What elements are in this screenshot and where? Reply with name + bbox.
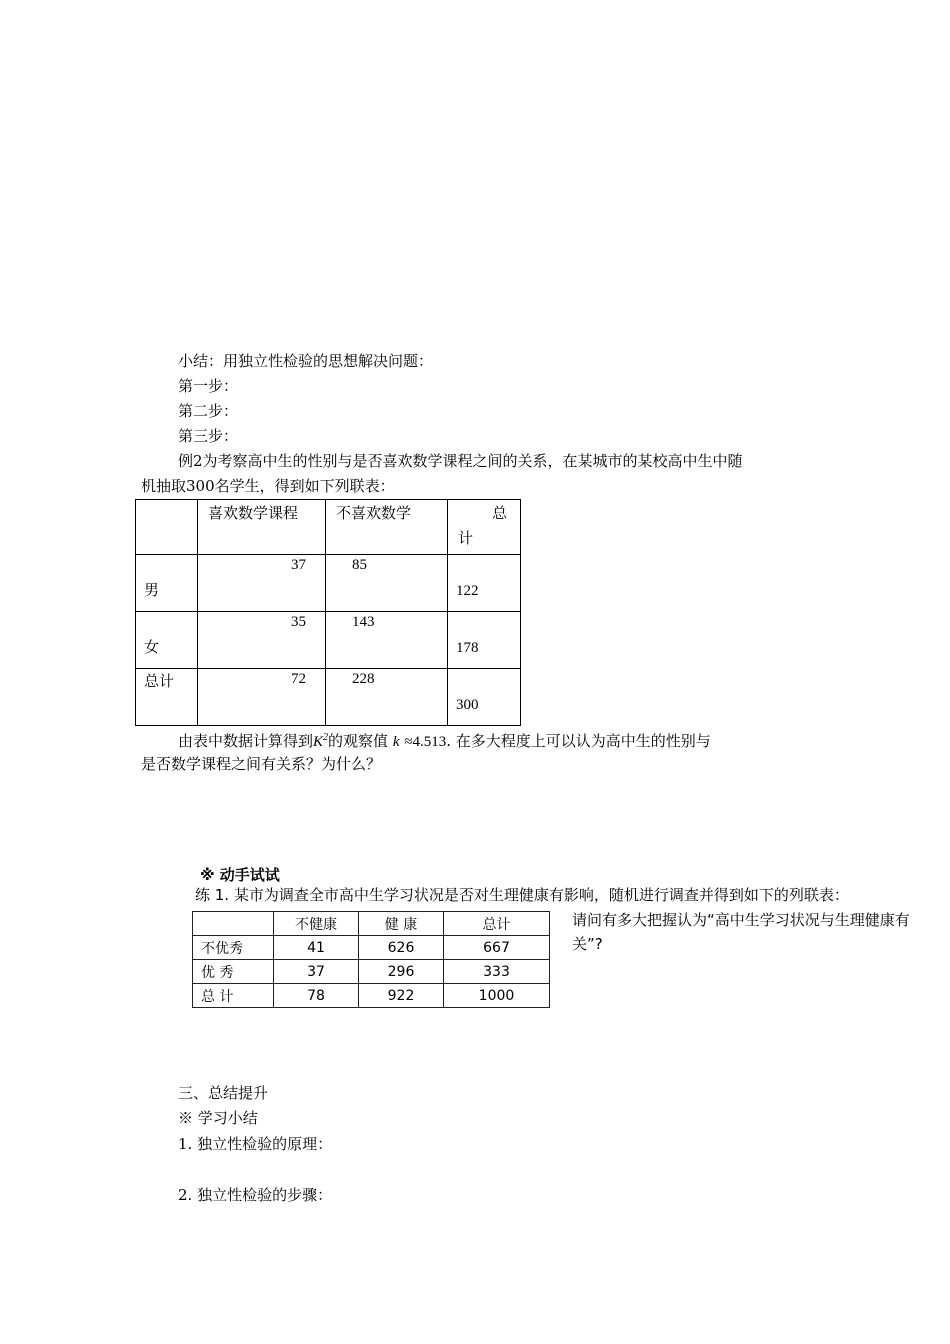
header-dislike-label: 不喜欢数学	[336, 504, 412, 522]
example2-question-line2: 是否数学课程之间有关系？为什么？	[141, 755, 382, 773]
cell-total-value: 178	[456, 640, 479, 656]
table-header-healthy: 健 康	[359, 912, 444, 936]
table-header-empty	[193, 912, 274, 936]
header-total-label-1: 总	[492, 504, 508, 522]
cell-like	[198, 612, 326, 669]
cell-dislike	[326, 612, 448, 669]
header-total-label-2: 计	[458, 529, 474, 547]
summary-heading: 小结：用独立性检验的思想解决问题：	[178, 352, 434, 370]
example2-contingency-table	[135, 499, 521, 726]
table-header-empty	[136, 500, 198, 555]
k-squared-exponent: 2	[323, 732, 329, 743]
cell-unhealthy: 41	[274, 936, 359, 960]
table-row	[193, 984, 550, 1008]
step-two: 第二步：	[178, 402, 239, 420]
cell-like	[198, 555, 326, 612]
cell-like-value: 37	[291, 557, 306, 573]
row-label-cell	[136, 669, 198, 726]
table-header-total: 总计	[444, 912, 550, 936]
step-one: 第一步：	[178, 377, 239, 395]
cell-like-value: 72	[291, 671, 306, 687]
cell-unhealthy: 37	[274, 960, 359, 984]
row-label-cell	[136, 612, 198, 669]
question-text-part3: . 在多大程度上可以认为高中生的性别与	[446, 732, 711, 750]
k-squared-symbol: K	[313, 734, 324, 750]
k-value-number: ≈4.513	[404, 734, 447, 750]
table-header-row	[136, 500, 521, 555]
summary-item-steps: 2. 独立性检验的步骤：	[178, 1186, 333, 1204]
cell-total: 667	[444, 936, 550, 960]
cell-total	[448, 612, 521, 669]
cell-like-value: 35	[291, 614, 306, 630]
step-three: 第三步：	[178, 427, 239, 445]
row-label: 优 秀	[193, 960, 274, 984]
cell-total: 1000	[444, 984, 550, 1008]
question-text-part1: 由表中数据计算得到	[178, 732, 314, 750]
question-text-part2: 的观察值	[328, 732, 389, 750]
table-header-dislike	[326, 500, 448, 555]
cell-dislike	[326, 669, 448, 726]
row-label: 总 计	[193, 984, 274, 1008]
example2-text-line2: 机抽取300名学生，得到如下列联表：	[141, 477, 395, 495]
row-label-cell	[136, 555, 198, 612]
cell-healthy: 922	[359, 984, 444, 1008]
cell-total: 333	[444, 960, 550, 984]
cell-healthy: 626	[359, 936, 444, 960]
cell-like	[198, 669, 326, 726]
exercise-question: 请问有多大把握认为“高中生学习状况与生理健康有关”?	[572, 911, 910, 953]
header-like-label: 喜欢数学课程	[208, 504, 299, 522]
cell-dislike-value: 228	[352, 671, 375, 687]
row-label: 总计	[144, 672, 175, 690]
table-header-total	[448, 500, 521, 555]
exercise-contingency-table	[192, 911, 550, 1008]
table-header-row	[193, 912, 550, 936]
cell-total	[448, 555, 521, 612]
k-value-symbol: k	[392, 734, 400, 750]
exercise-title: ※ 动手试试	[200, 866, 280, 884]
cell-total	[448, 669, 521, 726]
table-row	[193, 960, 550, 984]
example2-question-line1	[178, 728, 711, 752]
cell-total-value: 122	[456, 583, 479, 599]
section3-heading: 三、总结提升	[178, 1084, 269, 1102]
cell-healthy: 296	[359, 960, 444, 984]
cell-dislike-value: 85	[352, 557, 367, 573]
cell-dislike	[326, 555, 448, 612]
row-label: 女	[144, 638, 160, 656]
table-header-unhealthy: 不健康	[274, 912, 359, 936]
table-row	[136, 612, 521, 669]
example2-text-line1: 例2为考察高中生的性别与是否喜欢数学课程之间的关系，在某城市的某校高中生中随	[178, 452, 743, 470]
cell-dislike-value: 143	[352, 614, 375, 630]
section3-subheading: ※ 学习小结	[178, 1109, 258, 1127]
table-row	[193, 936, 550, 960]
cell-unhealthy: 78	[274, 984, 359, 1008]
summary-item-principle: 1. 独立性检验的原理：	[178, 1135, 333, 1153]
table-row	[136, 555, 521, 612]
table-row	[136, 669, 521, 726]
cell-total-value: 300	[456, 697, 479, 713]
table-header-like	[198, 500, 326, 555]
row-label: 男	[144, 581, 160, 599]
exercise-text: 练 1. 某市为调查全市高中生学习状况是否对生理健康有影响，随机进行调查并得到如下的列联表：	[195, 886, 849, 904]
row-label: 不优秀	[193, 936, 274, 960]
